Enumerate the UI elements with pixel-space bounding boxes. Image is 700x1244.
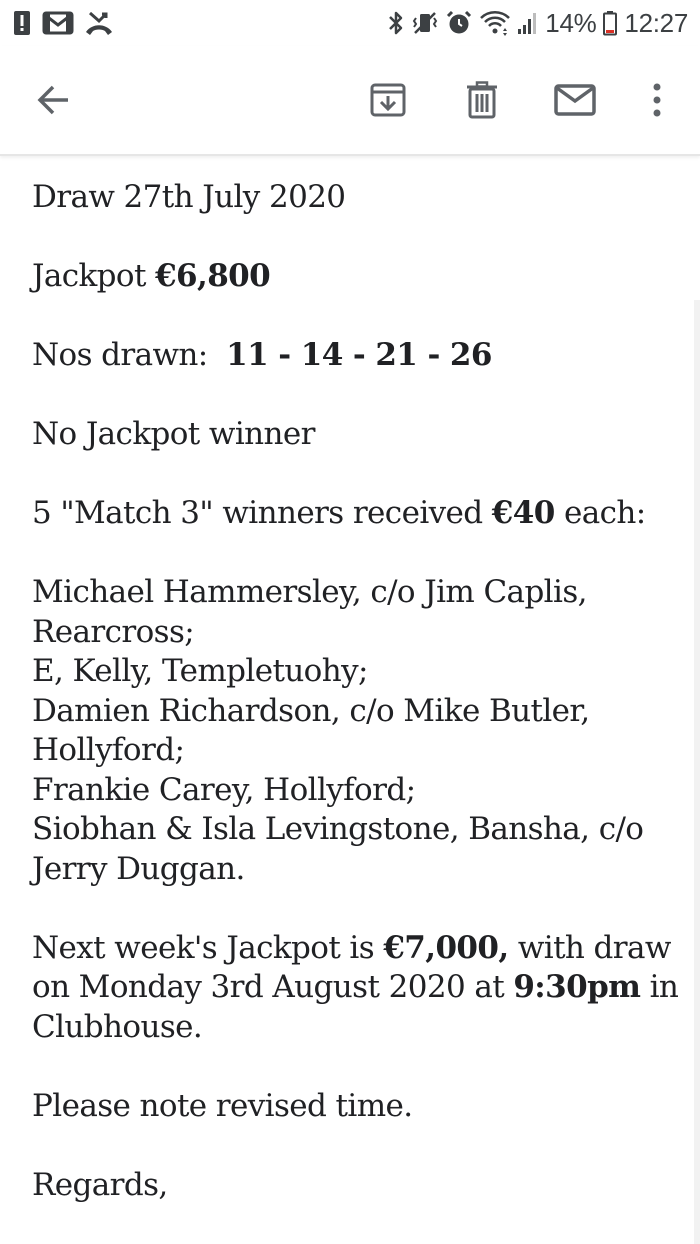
vibrate-icon [411,9,439,37]
winner-item: Michael Hammersley, c/o Jim Caplis, Rearcross; [32,574,587,650]
winner-item: Siobhan & Isla Levingstone, Bansha, c/o Jerry Duggan. [32,811,644,887]
message-toolbar [0,46,700,156]
next-jackpot-line: Next week's Jackpot is €7,000, with draw on Monday 3rd August 2020 at 9:30pm in Clubhouse. [32,929,679,1045]
match-amount: €40 [491,495,555,531]
delete-icon [465,81,499,119]
numbers-drawn-line: Nos drawn: 11 - 14 - 21 - 26 [32,337,492,373]
more-vert-icon [651,82,663,118]
next-jackpot-amount: €7,000, [383,929,509,966]
jackpot-amount: €6,800 [155,258,271,294]
battery-icon [602,9,618,37]
back-button[interactable] [28,74,80,126]
winners-list [32,573,682,889]
clock-time: 12:27 [624,7,688,38]
scrollbar[interactable] [694,300,700,1244]
jackpot-line: Jackpot €6,800 [32,258,271,294]
missed-call-icon [84,10,114,36]
message-body [32,178,682,1244]
status-bar [0,0,700,46]
no-winner-line: No Jackpot winner [32,416,315,452]
wifi-icon [479,9,511,37]
more-options-button[interactable] [631,74,683,126]
gmail-icon [42,10,74,36]
alarm-icon [445,9,473,37]
draw-date: Draw 27th July 2020 [32,179,346,215]
winner-item: Damien Richardson, c/o Mike Butler, Hollyford; [32,692,590,768]
mark-unread-icon [554,83,596,117]
bluetooth-icon [387,9,405,37]
sign-off: Regards, [32,1166,168,1203]
delete-button[interactable] [456,74,508,126]
archive-icon [369,81,407,119]
archive-button[interactable] [362,74,414,126]
match-winners-line: 5 "Match 3" winners received €40 each: [32,495,646,531]
winner-item: Frankie Carey, Hollyford; [32,771,416,808]
signal-icon [517,9,539,37]
mark-unread-button[interactable] [549,74,601,126]
alert-icon [12,9,32,37]
revised-time-note: Please note revised time. [32,1087,413,1124]
status-bar-system [387,8,688,38]
numbers-drawn: 11 - 14 - 21 - 26 [226,337,492,373]
back-arrow-icon [36,82,72,118]
battery-percentage: 14% [545,7,597,38]
next-draw-time: 9:30pm [513,969,641,1005]
status-bar-notifications [12,9,114,37]
winner-item: E, Kelly, Templetuohy; [32,653,368,689]
